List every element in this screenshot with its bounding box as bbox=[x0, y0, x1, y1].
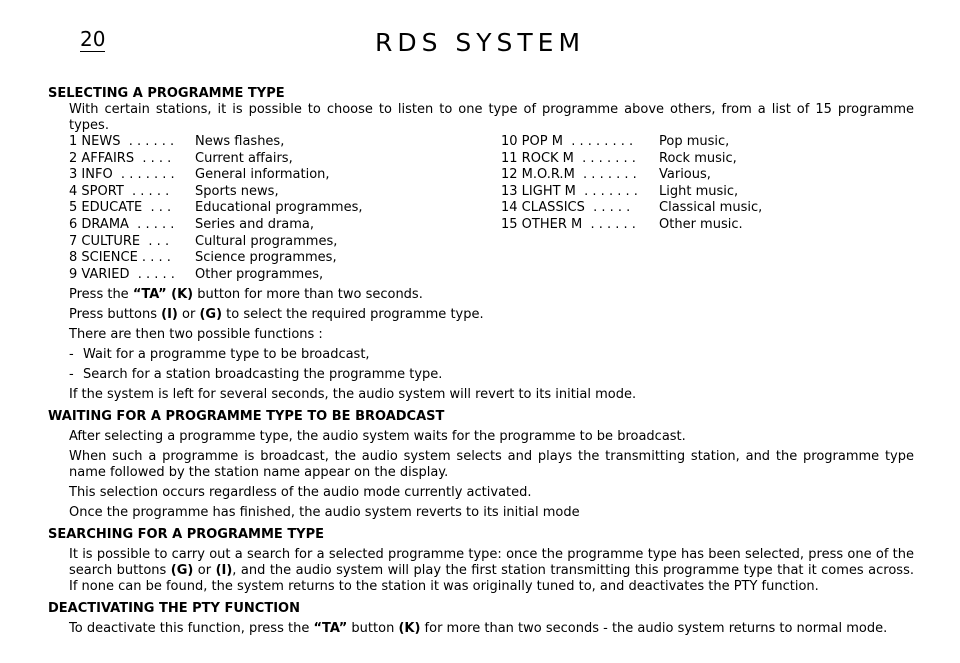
paragraph bbox=[69, 547, 914, 595]
section-body-deactivating bbox=[69, 621, 914, 637]
list-item bbox=[69, 234, 501, 251]
section-body-selecting bbox=[69, 102, 914, 403]
list-item bbox=[69, 217, 501, 234]
type-desc: News flashes, bbox=[195, 134, 285, 149]
text: or bbox=[193, 563, 216, 579]
list-item bbox=[69, 184, 501, 201]
type-code: 13 LIGHT M . . . . . . . bbox=[501, 183, 638, 199]
type-desc: Series and drama, bbox=[195, 216, 315, 232]
list-item bbox=[69, 347, 914, 363]
page-content bbox=[48, 86, 914, 637]
type-code: 8 SCIENCE . . . . bbox=[69, 250, 171, 266]
function-text: Search for a station broadcasting the programme type. bbox=[83, 367, 443, 383]
text: to select the required programme type. bbox=[222, 307, 484, 323]
type-code: 2 AFFAIRS . . . . bbox=[69, 150, 172, 166]
type-desc: Classical music, bbox=[659, 200, 763, 216]
revert-note: If the system is left for several seconds, the audio system will revert to its initial mode. bbox=[69, 387, 637, 403]
functions-intro: There are then two possible functions : bbox=[69, 327, 323, 343]
section-body-waiting bbox=[69, 429, 914, 521]
text: To deactivate this function, press the bbox=[69, 621, 314, 637]
list-item bbox=[69, 250, 501, 267]
key-label: “TA” (K) bbox=[132, 287, 194, 303]
type-code: 12 M.O.R.M . . . . . . . bbox=[501, 167, 637, 183]
type-code: 14 CLASSICS . . . . . bbox=[501, 200, 631, 216]
page-number: 20 bbox=[80, 27, 106, 51]
type-code: 5 EDUCATE . . . bbox=[69, 200, 172, 216]
list-item bbox=[501, 167, 762, 184]
text: button bbox=[347, 621, 399, 637]
type-code: 10 POP M . . . . . . . . bbox=[501, 134, 634, 149]
type-code: 11 ROCK M . . . . . . . bbox=[501, 150, 636, 166]
paragraph bbox=[69, 621, 914, 637]
text: Press the bbox=[69, 287, 133, 303]
page-title: RDS SYSTEM bbox=[374, 28, 586, 57]
type-desc: Pop music, bbox=[659, 134, 730, 149]
type-desc: Other music. bbox=[659, 216, 743, 232]
list-item bbox=[69, 167, 501, 184]
dash: - bbox=[69, 347, 74, 363]
intro-paragraph: With certain stations, it is possible to choose to listen to one type of programme above others, from a list of 15 programme types. bbox=[69, 102, 914, 133]
type-code: 9 VARIED . . . . . bbox=[69, 266, 175, 282]
text: It is possible to carry out a search for a selected programme type: once the programme type has been selected, press one of the search buttons bbox=[69, 547, 914, 579]
section-heading-selecting: SELECTING A PROGRAMME TYPE bbox=[48, 86, 285, 101]
type-desc: Sports news, bbox=[195, 183, 279, 199]
section-heading-searching: SEARCHING FOR A PROGRAMME TYPE bbox=[48, 527, 325, 543]
list-item bbox=[501, 184, 762, 201]
key-label: (K) bbox=[398, 621, 421, 637]
type-desc: Educational programmes, bbox=[195, 200, 363, 216]
text: Press buttons bbox=[69, 307, 162, 323]
paragraph: After selecting a programme type, the audio system waits for the programme to be broadcast. bbox=[69, 429, 686, 445]
text: for more than two seconds - the audio system returns to normal mode. bbox=[420, 621, 888, 637]
programme-type-column-left bbox=[69, 134, 501, 283]
text: or bbox=[177, 307, 200, 323]
section-body-searching bbox=[69, 547, 914, 595]
type-desc: Rock music, bbox=[659, 150, 737, 166]
type-desc: Science programmes, bbox=[195, 250, 337, 266]
type-code: 7 CULTURE . . . bbox=[69, 233, 170, 249]
type-code: 4 SPORT . . . . . bbox=[69, 183, 170, 199]
text: button for more than two seconds. bbox=[193, 287, 423, 303]
programme-type-column-right bbox=[501, 134, 762, 283]
type-desc: Light music, bbox=[659, 183, 739, 199]
key-label: (I) bbox=[161, 307, 178, 323]
dash: - bbox=[69, 367, 74, 383]
list-item bbox=[69, 200, 501, 217]
key-label: (G) bbox=[199, 307, 223, 323]
paragraph: Once the programme has finished, the audio system reverts to its initial mode bbox=[69, 505, 580, 521]
paragraph: This selection occurs regardless of the audio mode currently activated. bbox=[69, 485, 532, 501]
type-desc: Various, bbox=[659, 167, 711, 183]
type-code: 15 OTHER M . . . . . . bbox=[501, 216, 636, 232]
list-item bbox=[69, 151, 501, 168]
type-desc: General information, bbox=[195, 167, 330, 183]
type-desc: Cultural programmes, bbox=[195, 233, 338, 249]
list-item bbox=[69, 267, 501, 284]
function-text: Wait for a programme type to be broadcast, bbox=[83, 347, 370, 363]
programme-type-list bbox=[69, 134, 914, 283]
list-item bbox=[501, 151, 762, 168]
press-ta-instruction bbox=[69, 287, 914, 303]
key-label: “TA” bbox=[313, 621, 348, 637]
text: , and the audio system will play the first station transmitting this programme type that it comes across. If none can be found, the system returns to the station it was originally tuned to, and deactivates the PTY function. bbox=[69, 563, 914, 595]
list-item bbox=[501, 217, 762, 234]
type-code: 3 INFO . . . . . . . bbox=[69, 167, 175, 183]
type-code: 1 NEWS . . . . . . bbox=[69, 134, 175, 149]
list-item bbox=[501, 134, 762, 151]
type-desc: Other programmes, bbox=[195, 266, 324, 282]
type-code: 6 DRAMA . . . . . bbox=[69, 216, 175, 232]
press-buttons-instruction bbox=[69, 307, 914, 323]
list-item bbox=[501, 200, 762, 217]
list-item bbox=[69, 134, 501, 151]
type-desc: Current affairs, bbox=[195, 150, 293, 166]
key-label: (I) bbox=[215, 563, 233, 579]
section-heading-deactivating: DEACTIVATING THE PTY FUNCTION bbox=[48, 601, 300, 617]
section-heading-waiting: WAITING FOR A PROGRAMME TYPE TO BE BROADCAST bbox=[48, 409, 445, 425]
key-label: (G) bbox=[170, 563, 194, 579]
list-item bbox=[69, 367, 914, 383]
paragraph: When such a programme is broadcast, the audio system selects and plays the transmitting station, and the programme type name followed by the station name appear on the display. bbox=[69, 449, 914, 481]
